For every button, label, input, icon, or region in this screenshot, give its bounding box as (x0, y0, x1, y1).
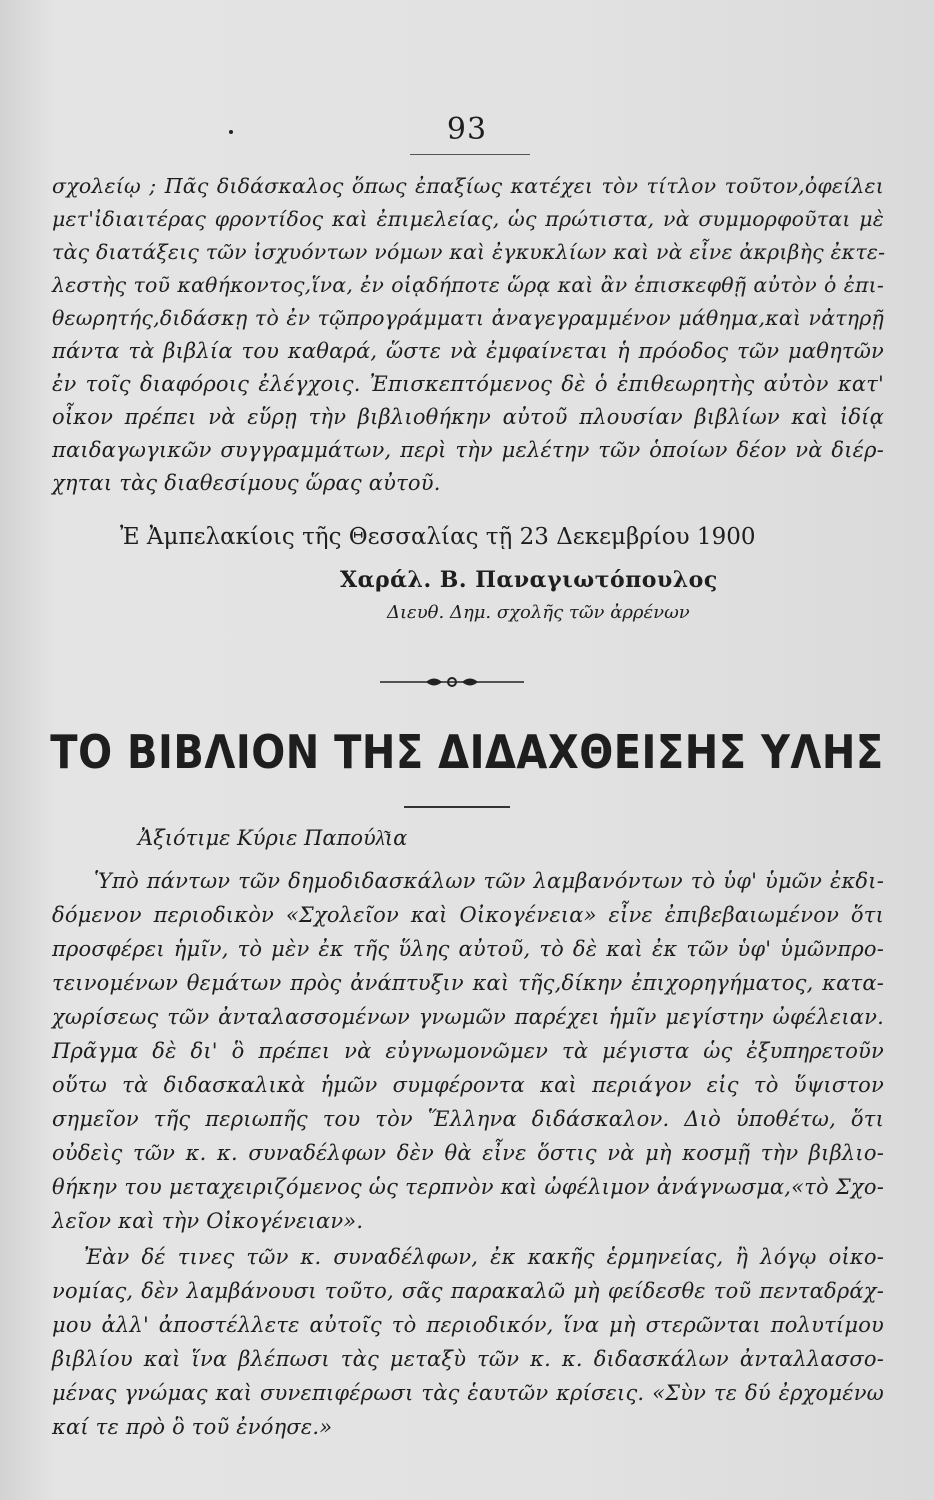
text-line: σημεῖον τῆς περιωπῆς του τὸν Ἕλληνα διδάσκαλον. Διὸ ὑποθέτω, ὅτι (52, 1107, 884, 1131)
heading-rule (404, 806, 510, 808)
salutation: Ἀξιότιμε Κύριε Παπούλ͂ια (138, 826, 408, 850)
text-line: λεστὴς τοῦ καθήκοντος,ἵνα, ἐν οἱᾳδήποτε ὥρᾳ καὶ ἂν ἐπισκεφθῇ αὐτὸν ὁ ἐπι- (52, 273, 884, 297)
text-line: θεωρητής,διδάσκῃ τὸ ἐν τῷπρογράμματι ἀναγεγραμμένον μάθημα,καὶ νἀτηρῇ (52, 306, 884, 330)
text-line: θήκην του μεταχειριζόμενος ὡς τερπνὸν καὶ ὠφέλιμον ἀνάγνωσμα,«τὸ Σχο- (52, 1175, 884, 1199)
text-line: καί τε πρὸ ὃ τοῦ ἐνόησε.» (52, 1415, 333, 1439)
signature-name: Χαράλ. Β. Παναγιωτόπουλος (340, 567, 718, 593)
page-number: 93 (446, 112, 488, 147)
text-line: τὰς διατάξεις τῶν ἰσχυόντων νόμων καὶ ἐγκυκλίων καὶ νὰ εἶνε ἀκριβὴς ἐκτε- (52, 240, 886, 264)
text-line: οὐδεὶς τῶν κ. κ. συναδέλφων δὲν θὰ εἶνε ὅστις νὰ μὴ κοσμῇ τὴν βιβλιο- (52, 1141, 884, 1165)
text-line: μετ'ἰδιαιτέρας φροντίδος καὶ ἐπιμελείας, ὡς πρώτιστα, νὰ συμμορφοῦται μὲ (52, 207, 884, 231)
text-line: Ἐὰν δέ τινες τῶν κ. συναδέλφων, ἐκ κακῆς ἑρμηνείας, ἢ λόγῳ οἰκο- (84, 1245, 884, 1269)
text-line: ἐν τοῖς διαφόροις ἐλέγχοις. Ἐπισκεπτόμενος δὲ ὁ ἐπιθεωρητὴς αὐτὸν κατ' (52, 372, 884, 396)
text-line: βιβλίου καὶ ἵνα βλέπωσι τὰς μεταξὺ τῶν κ. κ. διδασκάλων ἀνταλλασσο- (52, 1347, 884, 1371)
dateline: Ἐ Ἀμπελακίοις τῆς Θεσσαλίας τῇ 23 Δεκεμβρίου 1900 (120, 524, 756, 550)
text-line: σχολείῳ ; Πᾶς διδάσκαλος ὅπως ἐπαξίως κατέχει τὸν τίτλον τοῦτον,ὀφείλει (52, 174, 884, 198)
text-line: οὕτω τὰ διδασκαλικὰ ἡμῶν συμφέροντα καὶ περιάγον εἰς τὸ ὕψιστον (52, 1073, 884, 1097)
page-number-rule (410, 154, 530, 155)
paragraph-1 (52, 170, 884, 500)
text-line: Ὑπὸ πάντων τῶν δημοδιδασκάλων τῶν λαμβανόντων τὸ ὑφ' ὑμῶν ἐκδι- (94, 869, 884, 893)
text-line: παιδαγωγικῶν συγγραμμάτων, περὶ τὴν μελέτην τῶν ὁποίων δέον νὰ διέρ- (52, 438, 884, 462)
text-line: χωρίσεως τῶν ἀνταλασσομένων γνωμῶν παρέχει ἡμῖν μεγίστην ὠφέλειαν. (52, 1005, 884, 1029)
text-line: Πρᾶγμα δὲ δι' ὃ πρέπει νὰ εὐγνωμονῶμεν τὰ μέγιστα ὡς ἐξυπηρετοῦν (52, 1039, 884, 1063)
signature-title: Διευθ. Δημ. σχολῆς τῶν ἀρρένων (387, 602, 690, 623)
paragraph-2 (52, 864, 884, 1238)
ornament-divider (380, 672, 524, 692)
text-line: νομίας, δὲν λαμβάνουσι τοῦτο, σᾶς παρακαλῶ μὴ φείδεσθε τοῦ πενταδράχ- (52, 1279, 884, 1303)
text-line: λεῖον καὶ τὴν Οἰκογένειαν». (52, 1209, 364, 1233)
text-line: τεινομένων θεμάτων πρὸς ἀνάπτυξιν καὶ τῆς,δίκην ἐπιχορηγήματος, κατα- (52, 971, 884, 995)
text-line: πάντα τὰ βιβλία του καθαρά, ὥστε νὰ ἐμφαίνεται ἡ πρόοδος τῶν μαθητῶν (52, 339, 884, 363)
text-line: οἶκον πρέπει νὰ εὕρῃ τὴν βιβλιοθήκην αὐτοῦ πλουσίαν βιβλίων καὶ ἰδίᾳ (52, 405, 884, 429)
text-line: χηται τὰς διαθεσίμους ὥρας αὐτοῦ. (52, 471, 441, 495)
text-line: μου ἀλλ' ἀποστέλλετε αὐτοῖς τὸ περιοδικόν, ἵνα μὴ στερῶνται πολυτίμου (52, 1313, 884, 1337)
text-line: δόμενον περιοδικὸν «Σχολεῖον καὶ Οἰκογένεια» εἶνε ἐπιβεβαιωμένον ὅτι (52, 903, 884, 927)
paragraph-3 (52, 1240, 884, 1444)
text-line: προσφέρει ἡμῖν, τὸ μὲν ἐκ τῆς ὕλης αὐτοῦ, τὸ δὲ καὶ ἐκ τῶν ὑφ' ὑμῶνπρο- (52, 937, 884, 961)
text-line: μένας γνώμας καὶ συνεπιφέρωσι τὰς ἑαυτῶν κρίσεις. «Σὺν τε δύ ἐρχομένω (52, 1381, 884, 1405)
article-heading: ΤΟ ΒΙΒΛΙΟΝ ΤΗΣ ΔΙΔΑΧΘΕΙΣΗΣ ΥΛΗΣ (50, 726, 884, 780)
